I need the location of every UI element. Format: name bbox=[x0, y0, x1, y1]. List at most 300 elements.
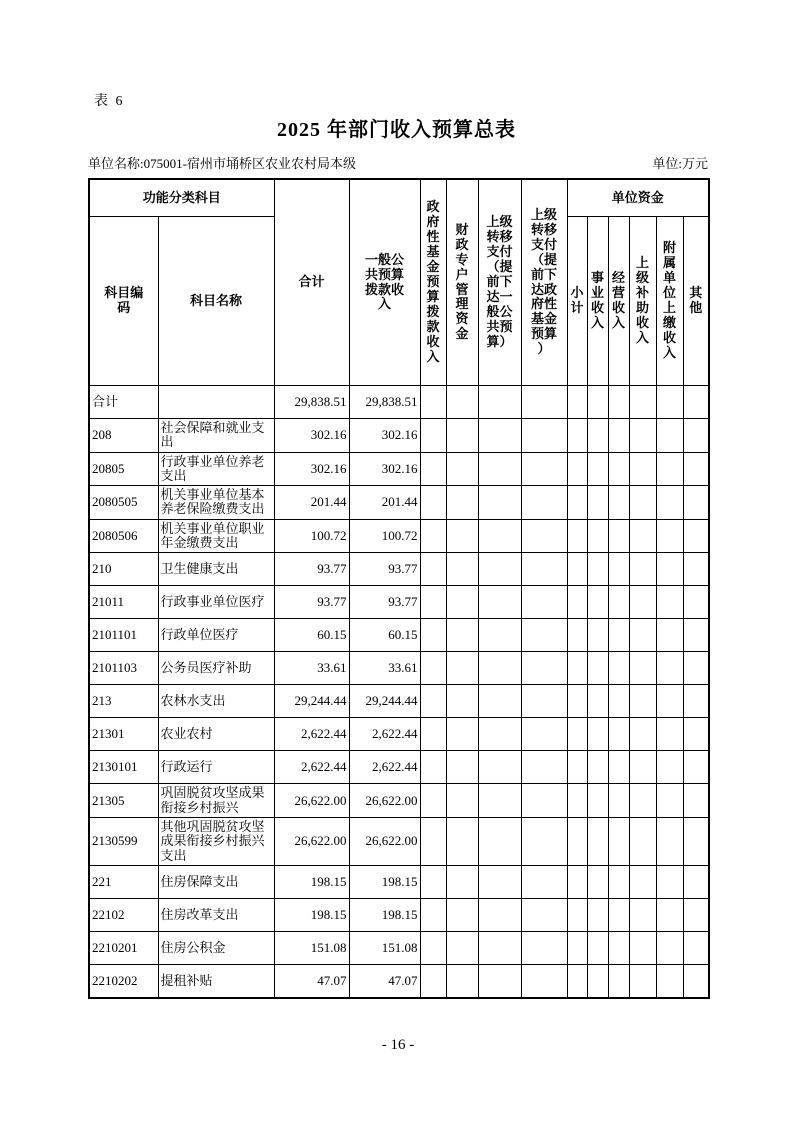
empty-cell bbox=[567, 865, 587, 898]
empty-cell bbox=[608, 751, 629, 784]
empty-cell bbox=[656, 652, 683, 685]
empty-cell bbox=[608, 553, 629, 586]
empty-cell bbox=[629, 931, 656, 964]
header-affiliated-unit-upturn-income-label: 附属单位上缴收入 bbox=[663, 240, 677, 360]
table-row bbox=[89, 486, 709, 520]
general-budget-value-cell: 26,622.00 bbox=[349, 784, 420, 818]
empty-cell bbox=[521, 718, 567, 751]
header-total-label: 合计 bbox=[298, 274, 325, 290]
empty-cell bbox=[478, 964, 521, 998]
general-budget-value-cell: 2,622.44 bbox=[349, 718, 420, 751]
empty-cell bbox=[608, 931, 629, 964]
empty-cell bbox=[587, 586, 608, 619]
subject-code-cell: 2130599 bbox=[89, 817, 158, 865]
empty-cell bbox=[446, 586, 478, 619]
empty-cell bbox=[656, 519, 683, 553]
header-subject-code bbox=[89, 217, 158, 386]
header-operating-income bbox=[608, 217, 629, 386]
subject-code-cell: 2080505 bbox=[89, 486, 158, 520]
header-operating-income-label: 经营收入 bbox=[612, 270, 626, 330]
table-row bbox=[89, 898, 709, 931]
empty-cell bbox=[446, 898, 478, 931]
subject-code-cell: 20805 bbox=[89, 452, 158, 486]
empty-cell bbox=[446, 685, 478, 718]
empty-cell bbox=[629, 452, 656, 486]
general-budget-value-cell: 198.15 bbox=[349, 865, 420, 898]
empty-cell bbox=[521, 619, 567, 652]
header-affiliated-unit-upturn-income bbox=[656, 217, 683, 386]
empty-cell bbox=[587, 652, 608, 685]
empty-cell bbox=[683, 685, 709, 718]
empty-cell bbox=[656, 586, 683, 619]
empty-cell bbox=[420, 419, 446, 453]
empty-cell bbox=[420, 486, 446, 520]
empty-cell bbox=[608, 386, 629, 419]
table-body bbox=[89, 386, 709, 998]
table-row bbox=[89, 419, 709, 453]
table-row bbox=[89, 751, 709, 784]
empty-cell bbox=[656, 718, 683, 751]
empty-cell bbox=[420, 751, 446, 784]
empty-cell bbox=[567, 964, 587, 998]
total-value-cell: 151.08 bbox=[274, 931, 349, 964]
empty-cell bbox=[478, 784, 521, 818]
subject-name-cell: 行政运行 bbox=[158, 751, 274, 784]
empty-cell bbox=[587, 619, 608, 652]
empty-cell bbox=[629, 652, 656, 685]
empty-cell bbox=[521, 931, 567, 964]
total-value-cell: 201.44 bbox=[274, 486, 349, 520]
total-value-cell: 100.72 bbox=[274, 519, 349, 553]
empty-cell bbox=[567, 685, 587, 718]
general-budget-value-cell: 26,622.00 bbox=[349, 817, 420, 865]
header-other-label: 其他 bbox=[689, 285, 703, 315]
header-general-public-budget-income bbox=[349, 179, 420, 386]
subject-name-cell: 行政单位医疗 bbox=[158, 619, 274, 652]
empty-cell bbox=[587, 553, 608, 586]
empty-cell bbox=[420, 784, 446, 818]
empty-cell bbox=[587, 817, 608, 865]
empty-cell bbox=[629, 553, 656, 586]
table-row bbox=[89, 718, 709, 751]
empty-cell bbox=[683, 751, 709, 784]
table-row bbox=[89, 964, 709, 998]
header-subtotal-label: 小计 bbox=[570, 285, 584, 315]
table-label: 表 6 bbox=[94, 94, 125, 109]
subject-name-cell: 巩固脱贫攻坚成果衔接乡村振兴 bbox=[158, 784, 274, 818]
header-subject-name bbox=[158, 217, 274, 386]
empty-cell bbox=[683, 652, 709, 685]
empty-cell bbox=[683, 718, 709, 751]
empty-cell bbox=[446, 419, 478, 453]
subject-code-cell: 221 bbox=[89, 865, 158, 898]
header-government-fund-budget-income bbox=[420, 179, 446, 386]
empty-cell bbox=[608, 784, 629, 818]
empty-cell bbox=[683, 553, 709, 586]
subject-code-cell: 2080506 bbox=[89, 519, 158, 553]
total-value-cell: 302.16 bbox=[274, 452, 349, 486]
subject-name-cell: 提租补贴 bbox=[158, 964, 274, 998]
header-superior-subsidy-income bbox=[629, 217, 656, 386]
empty-cell bbox=[683, 386, 709, 419]
empty-cell bbox=[446, 386, 478, 419]
empty-cell bbox=[420, 931, 446, 964]
subject-code-cell: 2130101 bbox=[89, 751, 158, 784]
subject-name-cell: 社会保障和就业支出 bbox=[158, 419, 274, 453]
empty-cell bbox=[446, 964, 478, 998]
subject-name-cell: 卫生健康支出 bbox=[158, 553, 274, 586]
subject-code-cell: 2101101 bbox=[89, 619, 158, 652]
empty-cell bbox=[420, 685, 446, 718]
empty-cell bbox=[446, 718, 478, 751]
header-row-1 bbox=[89, 179, 709, 217]
general-budget-value-cell: 29,244.44 bbox=[349, 685, 420, 718]
empty-cell bbox=[656, 419, 683, 453]
empty-cell bbox=[587, 751, 608, 784]
empty-cell bbox=[683, 964, 709, 998]
empty-cell bbox=[478, 652, 521, 685]
empty-cell bbox=[420, 619, 446, 652]
empty-cell bbox=[567, 817, 587, 865]
total-value-cell: 26,622.00 bbox=[274, 784, 349, 818]
table-row bbox=[89, 931, 709, 964]
subject-name-cell: 机关事业单位职业年金缴费支出 bbox=[158, 519, 274, 553]
empty-cell bbox=[683, 619, 709, 652]
empty-cell bbox=[521, 652, 567, 685]
table-row bbox=[89, 386, 709, 419]
general-budget-value-cell: 29,838.51 bbox=[349, 386, 420, 419]
table-row bbox=[89, 784, 709, 818]
empty-cell bbox=[683, 452, 709, 486]
empty-cell bbox=[629, 685, 656, 718]
general-budget-value-cell: 302.16 bbox=[349, 452, 420, 486]
empty-cell bbox=[683, 519, 709, 553]
subject-code-cell: 合计 bbox=[89, 386, 158, 419]
subject-name-cell: 行政事业单位养老支出 bbox=[158, 452, 274, 486]
subject-name-cell bbox=[158, 386, 274, 419]
total-value-cell: 33.61 bbox=[274, 652, 349, 685]
empty-cell bbox=[567, 619, 587, 652]
empty-cell bbox=[420, 386, 446, 419]
empty-cell bbox=[446, 619, 478, 652]
table-row bbox=[89, 817, 709, 865]
general-budget-value-cell: 60.15 bbox=[349, 619, 420, 652]
empty-cell bbox=[587, 685, 608, 718]
empty-cell bbox=[629, 718, 656, 751]
total-value-cell: 302.16 bbox=[274, 419, 349, 453]
empty-cell bbox=[656, 865, 683, 898]
general-budget-value-cell: 100.72 bbox=[349, 519, 420, 553]
empty-cell bbox=[521, 865, 567, 898]
empty-cell bbox=[656, 553, 683, 586]
empty-cell bbox=[446, 784, 478, 818]
general-budget-value-cell: 93.77 bbox=[349, 586, 420, 619]
total-value-cell: 2,622.44 bbox=[274, 718, 349, 751]
empty-cell bbox=[608, 817, 629, 865]
page-title: 2025 年部门收入预算总表 bbox=[277, 119, 516, 141]
subject-name-cell: 农业农村 bbox=[158, 718, 274, 751]
subject-code-cell: 208 bbox=[89, 419, 158, 453]
empty-cell bbox=[629, 486, 656, 520]
empty-cell bbox=[656, 685, 683, 718]
table-row bbox=[89, 586, 709, 619]
header-superior-subsidy-income-label: 上级补助收入 bbox=[636, 255, 650, 345]
empty-cell bbox=[567, 751, 587, 784]
header-other bbox=[683, 217, 709, 386]
total-value-cell: 2,622.44 bbox=[274, 751, 349, 784]
total-value-cell: 198.15 bbox=[274, 898, 349, 931]
subject-code-cell: 21301 bbox=[89, 718, 158, 751]
total-value-cell: 93.77 bbox=[274, 586, 349, 619]
empty-cell bbox=[656, 486, 683, 520]
empty-cell bbox=[446, 519, 478, 553]
empty-cell bbox=[478, 685, 521, 718]
empty-cell bbox=[521, 685, 567, 718]
empty-cell bbox=[478, 586, 521, 619]
total-value-cell: 93.77 bbox=[274, 553, 349, 586]
subject-code-cell: 2101103 bbox=[89, 652, 158, 685]
subject-name-cell: 住房保障支出 bbox=[158, 865, 274, 898]
empty-cell bbox=[521, 751, 567, 784]
empty-cell bbox=[683, 586, 709, 619]
empty-cell bbox=[656, 619, 683, 652]
empty-cell bbox=[446, 865, 478, 898]
empty-cell bbox=[608, 619, 629, 652]
empty-cell bbox=[656, 817, 683, 865]
subject-name-cell: 住房改革支出 bbox=[158, 898, 274, 931]
table-row bbox=[89, 519, 709, 553]
header-unit-funds-label: 单位资金 bbox=[611, 189, 664, 205]
subject-name-cell: 行政事业单位医疗 bbox=[158, 586, 274, 619]
empty-cell bbox=[587, 931, 608, 964]
empty-cell bbox=[567, 386, 587, 419]
empty-cell bbox=[446, 817, 478, 865]
header-government-fund-label: 政府性基金预算拨款收入 bbox=[426, 199, 440, 364]
empty-cell bbox=[521, 386, 567, 419]
header-total bbox=[274, 179, 349, 386]
empty-cell bbox=[587, 784, 608, 818]
empty-cell bbox=[608, 685, 629, 718]
table-row bbox=[89, 553, 709, 586]
empty-cell bbox=[420, 652, 446, 685]
subject-name-cell: 住房公积金 bbox=[158, 931, 274, 964]
subject-name-cell: 其他巩固脱贫攻坚成果衔接乡村振兴支出 bbox=[158, 817, 274, 865]
header-subtotal bbox=[567, 217, 587, 386]
subject-name-cell: 机关事业单位基本养老保险缴费支出 bbox=[158, 486, 274, 520]
subject-name-cell: 农林水支出 bbox=[158, 685, 274, 718]
empty-cell bbox=[608, 718, 629, 751]
empty-cell bbox=[521, 553, 567, 586]
empty-cell bbox=[420, 964, 446, 998]
empty-cell bbox=[587, 386, 608, 419]
empty-cell bbox=[683, 486, 709, 520]
subject-code-cell: 21011 bbox=[89, 586, 158, 619]
empty-cell bbox=[478, 553, 521, 586]
empty-cell bbox=[420, 586, 446, 619]
empty-cell bbox=[629, 386, 656, 419]
empty-cell bbox=[656, 931, 683, 964]
empty-cell bbox=[683, 817, 709, 865]
total-value-cell: 29,838.51 bbox=[274, 386, 349, 419]
empty-cell bbox=[608, 586, 629, 619]
unit-of-measure: 单位:万元 bbox=[652, 156, 708, 171]
empty-cell bbox=[567, 419, 587, 453]
empty-cell bbox=[629, 964, 656, 998]
empty-cell bbox=[420, 519, 446, 553]
empty-cell bbox=[608, 486, 629, 520]
header-fiscal-special-account-funds bbox=[446, 179, 478, 386]
header-functional-classification-label: 功能分类科目 bbox=[142, 189, 221, 205]
empty-cell bbox=[446, 652, 478, 685]
empty-cell bbox=[567, 452, 587, 486]
header-superior-transfer-government-fund bbox=[521, 179, 567, 386]
general-budget-value-cell: 93.77 bbox=[349, 553, 420, 586]
header-superior-transfer-general-budget bbox=[478, 179, 521, 386]
empty-cell bbox=[478, 386, 521, 419]
empty-cell bbox=[656, 898, 683, 931]
table-row bbox=[89, 452, 709, 486]
total-value-cell: 29,244.44 bbox=[274, 685, 349, 718]
empty-cell bbox=[478, 865, 521, 898]
empty-cell bbox=[608, 898, 629, 931]
empty-cell bbox=[567, 898, 587, 931]
header-subject-name-label: 科目名称 bbox=[190, 292, 243, 308]
empty-cell bbox=[478, 931, 521, 964]
header-functional-classification bbox=[89, 179, 274, 217]
total-value-cell: 198.15 bbox=[274, 865, 349, 898]
table-row bbox=[89, 865, 709, 898]
general-budget-value-cell: 198.15 bbox=[349, 898, 420, 931]
empty-cell bbox=[478, 619, 521, 652]
header-superior-transfer-general-label: 上级转移支付（提前下达一般公共预算） bbox=[486, 214, 513, 349]
empty-cell bbox=[656, 751, 683, 784]
empty-cell bbox=[567, 931, 587, 964]
empty-cell bbox=[629, 419, 656, 453]
empty-cell bbox=[521, 486, 567, 520]
page-number: - 16 - bbox=[381, 1037, 415, 1053]
header-subject-code-label: 科目编码 bbox=[104, 285, 144, 315]
empty-cell bbox=[629, 751, 656, 784]
empty-cell bbox=[629, 784, 656, 818]
empty-cell bbox=[567, 519, 587, 553]
general-budget-value-cell: 2,622.44 bbox=[349, 751, 420, 784]
empty-cell bbox=[567, 784, 587, 818]
empty-cell bbox=[656, 964, 683, 998]
subject-name-cell: 公务员医疗补助 bbox=[158, 652, 274, 685]
empty-cell bbox=[420, 553, 446, 586]
empty-cell bbox=[587, 964, 608, 998]
general-budget-value-cell: 151.08 bbox=[349, 931, 420, 964]
empty-cell bbox=[587, 419, 608, 453]
header-business-income-label: 事业收入 bbox=[591, 270, 605, 330]
general-budget-value-cell: 201.44 bbox=[349, 486, 420, 520]
empty-cell bbox=[656, 386, 683, 419]
empty-cell bbox=[478, 817, 521, 865]
empty-cell bbox=[587, 865, 608, 898]
header-business-income bbox=[587, 217, 608, 386]
empty-cell bbox=[629, 865, 656, 898]
empty-cell bbox=[629, 586, 656, 619]
empty-cell bbox=[629, 817, 656, 865]
empty-cell bbox=[478, 519, 521, 553]
empty-cell bbox=[683, 419, 709, 453]
empty-cell bbox=[420, 452, 446, 486]
total-value-cell: 47.07 bbox=[274, 964, 349, 998]
subject-code-cell: 2210201 bbox=[89, 931, 158, 964]
empty-cell bbox=[683, 784, 709, 818]
empty-cell bbox=[420, 718, 446, 751]
empty-cell bbox=[478, 452, 521, 486]
empty-cell bbox=[446, 486, 478, 520]
header-fiscal-special-account-label: 财政专户管理资金 bbox=[455, 221, 469, 342]
empty-cell bbox=[587, 718, 608, 751]
empty-cell bbox=[521, 817, 567, 865]
empty-cell bbox=[629, 519, 656, 553]
empty-cell bbox=[567, 652, 587, 685]
subject-code-cell: 210 bbox=[89, 553, 158, 586]
empty-cell bbox=[567, 718, 587, 751]
empty-cell bbox=[478, 751, 521, 784]
empty-cell bbox=[629, 898, 656, 931]
empty-cell bbox=[629, 619, 656, 652]
general-budget-value-cell: 47.07 bbox=[349, 964, 420, 998]
empty-cell bbox=[446, 452, 478, 486]
empty-cell bbox=[478, 718, 521, 751]
subject-code-cell: 213 bbox=[89, 685, 158, 718]
empty-cell bbox=[656, 784, 683, 818]
empty-cell bbox=[478, 898, 521, 931]
empty-cell bbox=[683, 865, 709, 898]
empty-cell bbox=[656, 452, 683, 486]
empty-cell bbox=[587, 898, 608, 931]
empty-cell bbox=[521, 452, 567, 486]
empty-cell bbox=[521, 964, 567, 998]
header-general-public-budget-label: 一般公共预算拨款收入 bbox=[365, 251, 405, 312]
empty-cell bbox=[478, 419, 521, 453]
empty-cell bbox=[420, 817, 446, 865]
empty-cell bbox=[587, 452, 608, 486]
empty-cell bbox=[521, 419, 567, 453]
empty-cell bbox=[608, 865, 629, 898]
empty-cell bbox=[608, 419, 629, 453]
subject-code-cell: 22102 bbox=[89, 898, 158, 931]
empty-cell bbox=[608, 652, 629, 685]
table-row bbox=[89, 652, 709, 685]
empty-cell bbox=[587, 519, 608, 553]
empty-cell bbox=[521, 519, 567, 553]
empty-cell bbox=[567, 586, 587, 619]
header-unit-funds bbox=[567, 179, 709, 217]
general-budget-value-cell: 33.61 bbox=[349, 652, 420, 685]
unit-name: 单位名称:075001-宿州市埇桥区农业农村局本级 bbox=[88, 156, 356, 171]
empty-cell bbox=[683, 931, 709, 964]
empty-cell bbox=[478, 486, 521, 520]
total-value-cell: 26,622.00 bbox=[274, 817, 349, 865]
empty-cell bbox=[567, 486, 587, 520]
table-row bbox=[89, 685, 709, 718]
subject-code-cell: 2210202 bbox=[89, 964, 158, 998]
subject-code-cell: 21305 bbox=[89, 784, 158, 818]
empty-cell bbox=[521, 586, 567, 619]
empty-cell bbox=[683, 898, 709, 931]
empty-cell bbox=[446, 751, 478, 784]
income-budget-table bbox=[88, 178, 710, 999]
empty-cell bbox=[587, 486, 608, 520]
total-value-cell: 60.15 bbox=[274, 619, 349, 652]
empty-cell bbox=[420, 898, 446, 931]
general-budget-value-cell: 302.16 bbox=[349, 419, 420, 453]
empty-cell bbox=[608, 452, 629, 486]
